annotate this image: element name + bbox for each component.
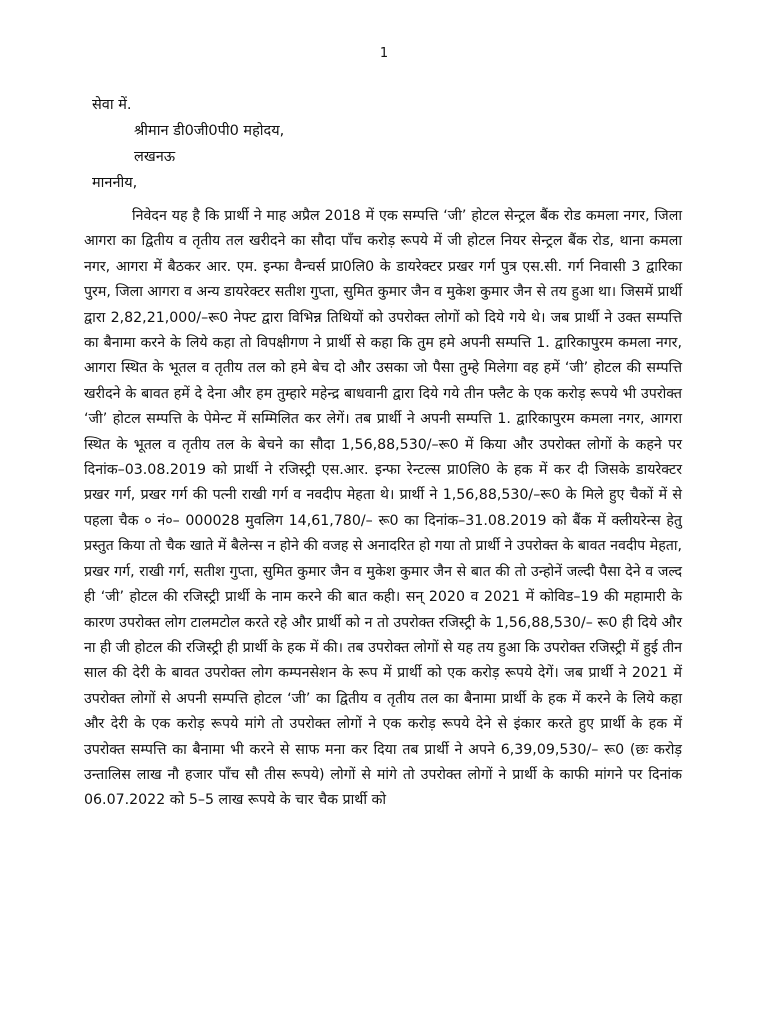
- body-paragraph: निवेदन यह है कि प्रार्थी ने माह अप्रैल 2018 में एक सम्पत्ति ‘जी’ होटल सेन्ट्रल बैंक रोड कमला नगर, जिला आगरा का द्वितीय व तृतीय तल खरीदने का सौदा पाँच करोड़ रूपये में जी होटल नियर सेन्ट्रल बैंक रोड, थाना कमला नगर, आगरा में बैठकर आर. एम. इन्फा वैन्चर्स प्रा0लि0 के डायरेक्टर प्रखर गर्ग पुत्र एस.सी. गर्ग निवासी 3 द्वारिका पुरम, जिला आगरा व अन्य डायरेक्टर सतीश गुप्ता, सुमित कुमार जैन व मुकेश कुमार जैन से तय हुआ था। जिसमें प्रार्थी द्वारा 2,82,21,000/–रू0 नेफ्ट द्वारा विभिन्न तिथियों को उपरोक्त लोगों को दिये गये थे। जब प्रार्थी ने उक्त सम्पत्ति का बैनामा करने के लिये कहा तो विपक्षीगण ने प्रार्थी से कहा कि तुम हमे अपनी सम्पत्ति 1. द्वारिकापुरम कमला नगर, आगरा स्थित के भूतल व तृतीय तल को हमे बेच दो और उसका जो पैसा तुम्हे मिलेगा वह हमें ‘जी’ होटल की सम्पत्ति खरीदने के बावत हमें दे देना और हम तुम्हारे महेन्द्र बाधवानी द्वारा दिये गये तीन फ्लैट के एक करोड़ रूपये भी उपरोक्त ‘जी’ होटल सम्पत्ति के पेमेन्ट में सम्मिलित कर लेगें। तब प्रार्थी ने अपनी सम्पत्ति 1. द्वारिकापुरम कमला नगर, आगरा स्थित के भूतल व तृतीय तल के बेचने का सौदा 1,56,88,530/–रू0 में किया और उपरोक्त लोगों के कहने पर दिनांक–03.08.2019 को प्रार्थी ने रजिस्ट्री एस.आर. इन्फा रेन्टल्स प्रा0लि0 के हक में कर दी जिसके डायरेक्टर प्रखर गर्ग, प्रखर गर्ग की पत्नी राखी गर्ग व नवदीप मेहता थे। प्रार्थी ने 1,56,88,530/–रू0 के मिले हुए चैकों में से पहला चैक ० नं०– 000028 मुवलिग 14,61,780/– रू0 का दिनांक–31.08.2019 को बैंक में क्लीयरेन्स हेतु प्रस्तुत किया तो चैक खाते में बैलेन्स न होने की वजह से अनादरित हो गया तो प्रार्थी ने उपरोक्त के बावत नवदीप मेहता, प्रखर गर्ग, राखी गर्ग, सतीश गुप्ता, सुमित कुमार जैन व मुकेश कुमार जैन से बात की तो उन्होनें जल्दी पैसा देने व जल्द ही ‘जी’ होटल की रजिस्ट्री प्रार्थी के नाम करने की बात कही। सन् 2020 व 2021 में कोविड–19 की महामारी के कारण उपरोक्त लोग टालमटोल करते रहे और प्रार्थी को न तो उपरोक्त रजिस्ट्री के 1,56,88,530/– रू0 ही दिये और ना ही जी होटल की रजिस्ट्री ही प्रार्थी के हक में की। तब उपरोक्त लोगों से यह तय हुआ कि उपरोक्त रजिस्ट्री में हुई तीन साल की देरी के बावत उपरोक्त लोग कम्पनसेशन के रूप में प्रार्थी को एक करोड़ रूपये देगें। जब प्रार्थी ने 2021 में उपरोक्त लोगों से अपनी सम्पत्ति होटल ‘जी’ का द्वितीय व तृतीय तल का बैनामा प्रार्थी के हक में करने के लिये कहा और देरी के एक करोड़ रूपये मांगे तो उपरोक्त लोगों ने एक करोड़ रूपये देने से इंकार करते हुए प्रार्थी के हक में उपरोक्त सम्पत्ति का बैनामा भी करने से साफ मना कर दिया तब प्रार्थी ने अपने 6,39,09,530/– रू0 (छः करोड़ उन्तालिस लाख नौ हजार पाँच सौ तीस रूपये) लोगों से मांगे तो उपरोक्त लोगों ने प्रार्थी के काफी मांगने पर दिनांक 06.07.2022 को 5–5 लाख रूपये के चार चैक प्रार्थी को: [84, 208, 682, 809]
- salutation-respected: माननीय,: [92, 175, 138, 191]
- addressee-city: लखनऊ: [134, 149, 176, 165]
- salutation-seva-mein: सेवा में.: [92, 97, 132, 113]
- page-number: 1: [379, 46, 389, 61]
- salutation-block: [92, 92, 284, 196]
- addressee-title: श्रीमान डी0जी0पी0 महोदय,: [134, 123, 285, 139]
